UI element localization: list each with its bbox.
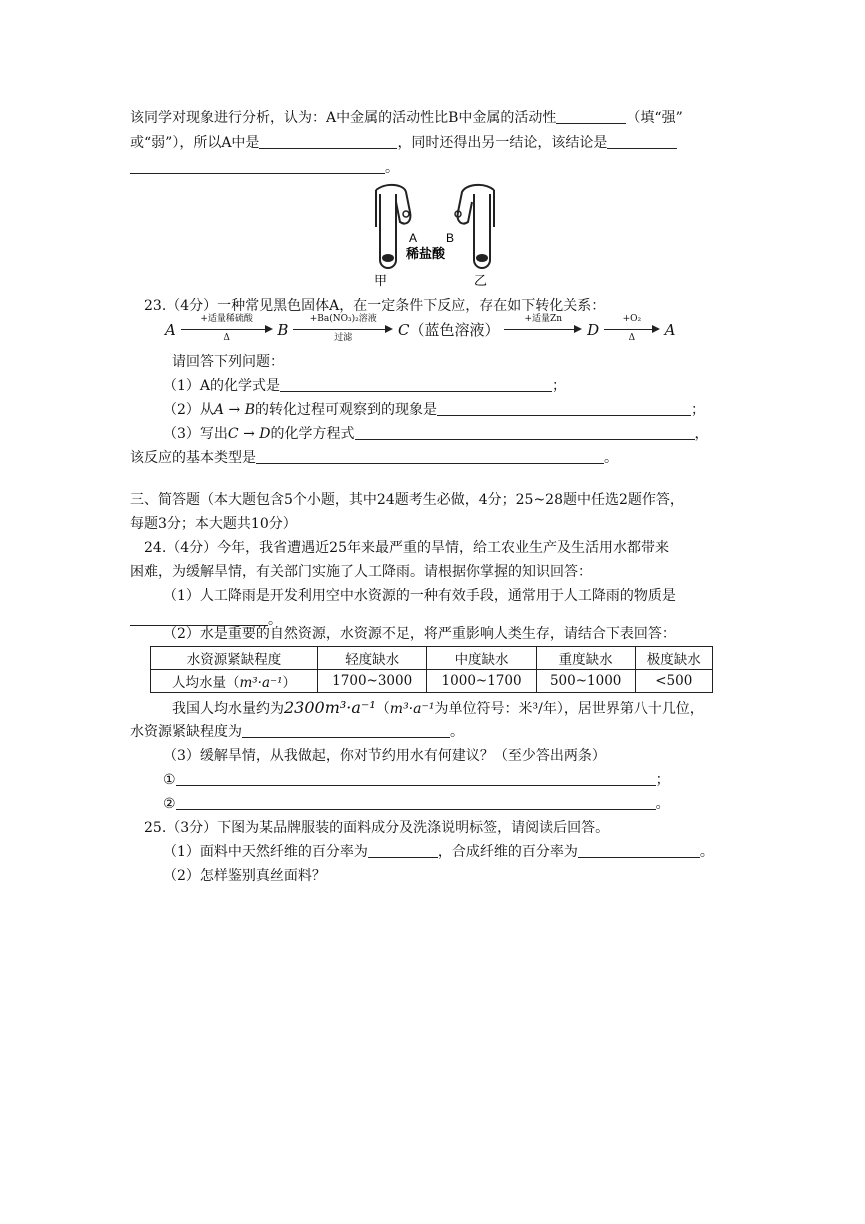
- q24-p2: （2）水是重要的自然资源，水资源不足，将严重影响人类生存，请结合下表回答：: [163, 626, 676, 642]
- q23-stem: 23.（4分）一种常见黑色固体A，在一定条件下反应，存在如下转化关系：: [144, 298, 606, 314]
- q23-p3: （3）写出C → D的化学方程式 ，: [163, 426, 709, 442]
- table-row: 人均水量（m³·a⁻¹） 1700~3000 1000~1700 500~1000 <500: [151, 670, 713, 693]
- q23-p2: （2）从A → B的转化过程可观察到的现象是 ；: [163, 402, 705, 418]
- q22-line3: 。: [130, 158, 399, 178]
- answer-blank: [556, 109, 626, 124]
- arrow-4: $\frac{\text{+O₂}}{\Delta}$: [604, 318, 660, 344]
- q24-p1: （1）人工降雨是开发利用空中水资源的一种有效手段，通常用于人工降雨的物质是: [163, 588, 676, 604]
- answer-blank: [437, 401, 691, 416]
- q24-ans1: ① ；: [163, 772, 670, 788]
- label-right: 乙: [474, 274, 488, 289]
- q22-line1: 该同学对现象进行分析，认为：A中金属的活动性比B中金属的活动性 （填“强”: [130, 110, 683, 126]
- answer-blank: [607, 134, 677, 149]
- answer-blank: [355, 425, 695, 440]
- section3-line1: 三、简答题（本大题包含5个小题，其中24题考生必做，4分；25~28题中任选2题作答，: [130, 492, 684, 508]
- q25-p1: （1）面料中天然纤维的百分率为 ，合成纤维的百分率为 。: [163, 844, 714, 860]
- answer-blank: [368, 843, 438, 858]
- q23-p3c: 该反应的基本类型是 。: [130, 450, 618, 466]
- water-table: [150, 646, 713, 693]
- answer-blank: [242, 723, 450, 738]
- q25-p2: （2）怎样鉴别真丝面料？: [163, 868, 326, 884]
- arrow-2: +Ba(NO₃)₂溶液 过滤: [293, 318, 393, 344]
- arrow-1: +适量稀硫酸 Δ: [181, 318, 273, 344]
- q24-stem2: 困难，为缓解旱情，有关部门实施了人工降雨。请根据你掌握的知识回答：: [130, 564, 592, 580]
- answer-blank: [280, 377, 552, 392]
- q23-p1: （1）A的化学式是 ；: [163, 378, 567, 394]
- q25-stem: 25.（3分）下图为某品牌服装的面料成分及洗涤说明标签，请阅读后回答。: [144, 820, 610, 836]
- q24-ans2: ② 。: [163, 796, 670, 812]
- q24-after1: 我国人均水量约为2300m³·a⁻¹（m³·a⁻¹为单位符号：米³/年），居世界第八十几位，: [172, 698, 704, 717]
- q24-p1-blank: 。: [130, 610, 282, 630]
- test-tube-figure: [366, 182, 506, 290]
- answer-blank: [176, 771, 656, 786]
- q23-chain: A +适量稀硫酸 Δ B +Ba(NO₃)₂溶液 过滤 C（蓝色溶液） +适量Zn D $\frac{\text{+O₂}}{\Delta}$ A: [165, 314, 676, 343]
- label-left: 甲: [374, 274, 388, 289]
- answer-blank: [578, 843, 700, 858]
- answer-blank: [259, 134, 397, 149]
- section3-line2: 每题3分；本大题共10分）: [130, 516, 297, 532]
- arrow-3: +适量Zn: [504, 318, 582, 344]
- answer-blank: [256, 449, 604, 464]
- answer-blank: [130, 159, 385, 174]
- q23-prompt: 请回答下列问题：: [172, 354, 284, 370]
- q24-stem1: 24.（4分）今年，我省遭遇近25年来最严重的旱情，给工农业生产及生活用水都带来: [144, 540, 669, 556]
- q24-p3: （3）缓解旱情，从我做起，你对节约用水有何建议？（至少答出两条）: [163, 748, 606, 764]
- table-row: 水资源紧缺程度 轻度缺水 中度缺水 重度缺水 极度缺水: [151, 647, 713, 670]
- label-a: A: [409, 231, 418, 245]
- label-acid: 稀盐酸: [406, 247, 446, 262]
- q24-after2: 水资源紧缺程度为 。: [130, 724, 464, 740]
- answer-blank: [176, 795, 656, 810]
- label-b: B: [446, 231, 455, 245]
- q22-line2: 或“弱”），所以A中是 ，同时还得出另一结论，该结论是: [130, 133, 677, 153]
